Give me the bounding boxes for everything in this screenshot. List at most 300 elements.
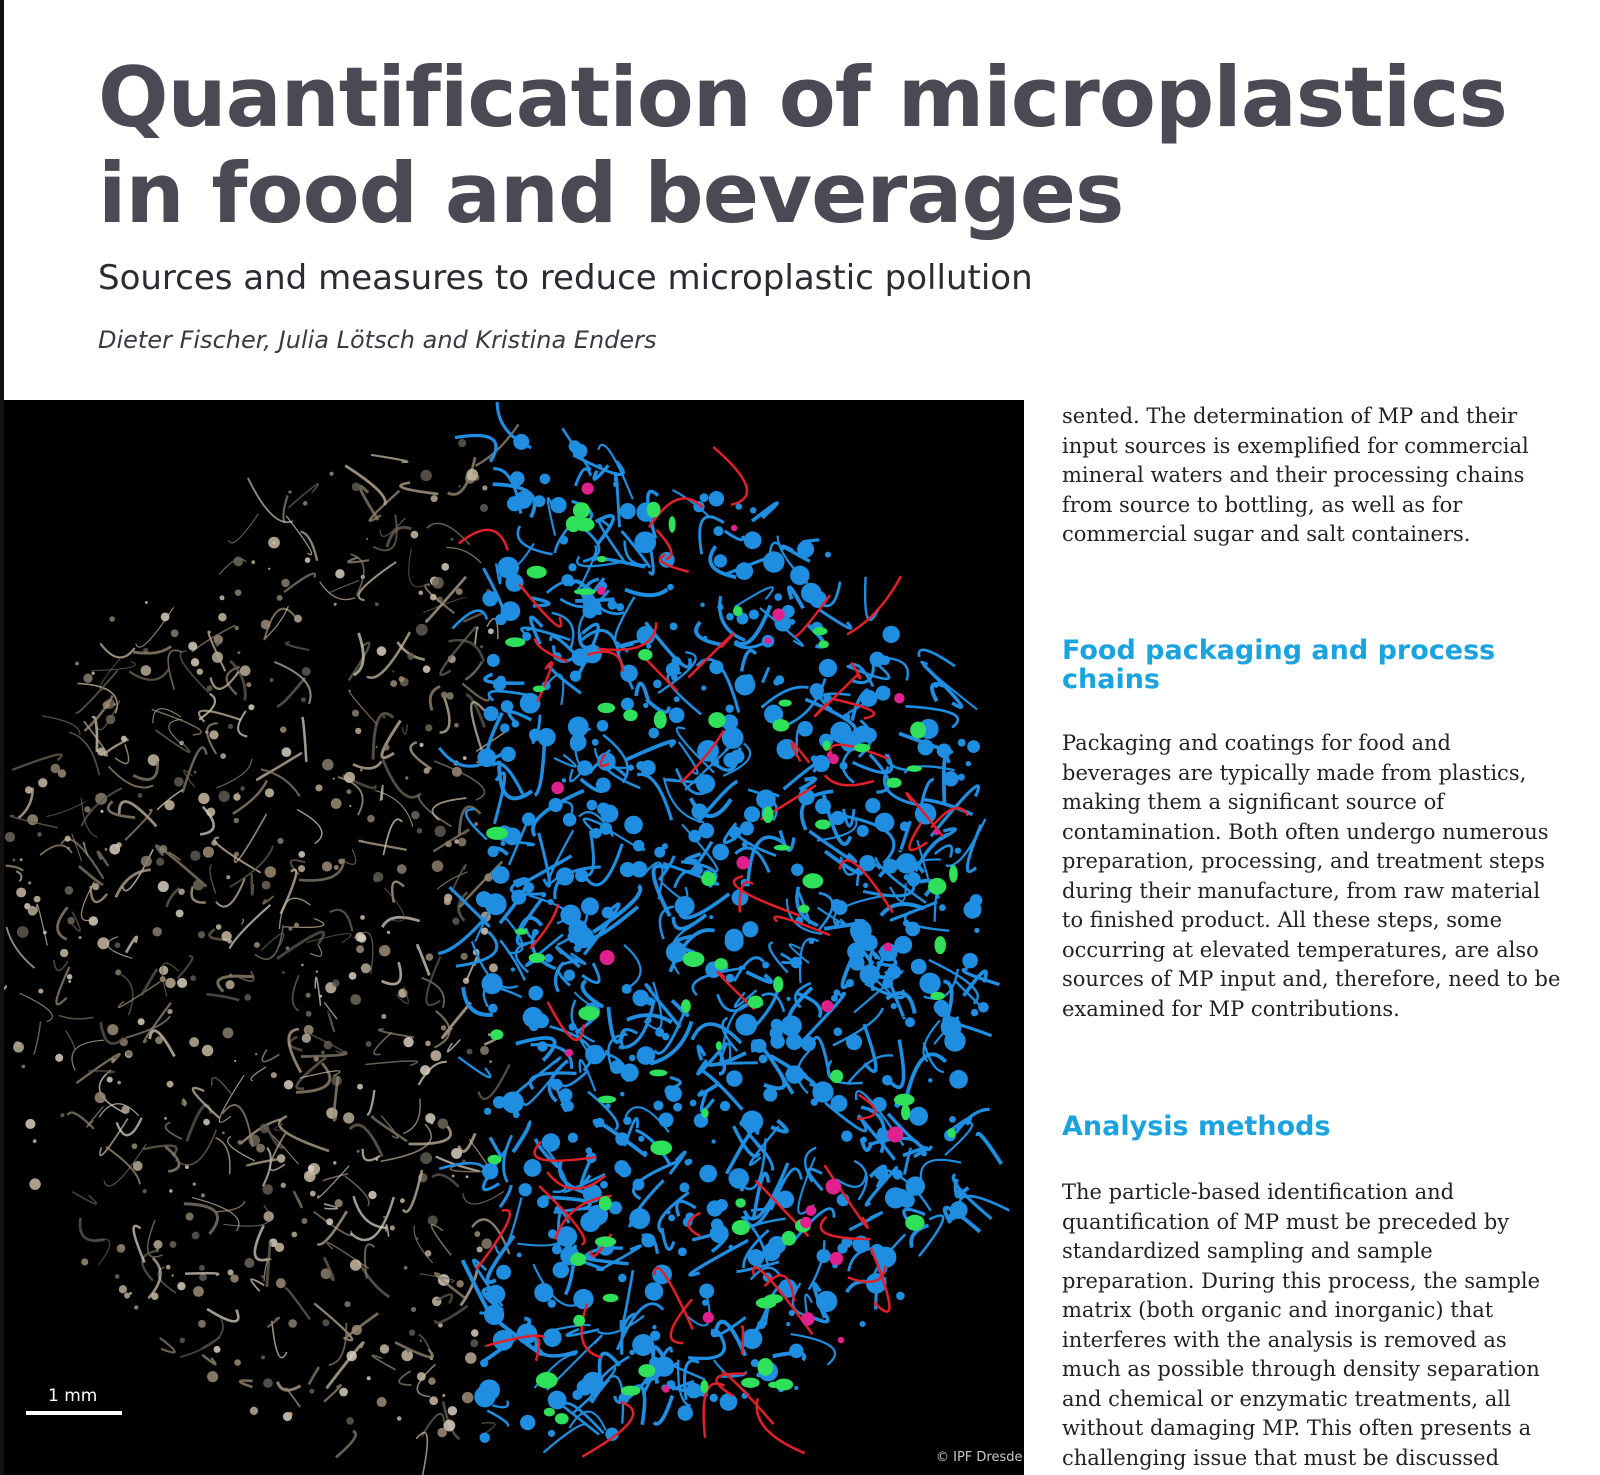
- magenta-particle: [597, 586, 606, 595]
- natural-particle: [170, 1241, 177, 1248]
- natural-fiber: [251, 1279, 264, 1291]
- natural-particle: [237, 1140, 242, 1145]
- natural-particle: [358, 934, 367, 943]
- article-subtitle: Sources and measures to reduce microplastic pollution: [98, 258, 1033, 298]
- natural-particle: [152, 927, 161, 936]
- blue-particle: [843, 713, 851, 721]
- blue-particle: [501, 752, 506, 757]
- blue-particle: [574, 945, 582, 953]
- natural-particle: [294, 615, 302, 623]
- green-particle: [947, 1128, 955, 1138]
- paragraph-intro-continued: sented. The determination of MP and their input sources is exemplified for commercial mineral waters and their processing chains from source to bottling, as well as for commercial sugar and salt containers.: [1062, 404, 1529, 546]
- natural-fiber: [56, 967, 69, 1004]
- blue-particle: [771, 1019, 783, 1031]
- natural-particle: [346, 789, 351, 794]
- natural-fiber: [387, 527, 411, 547]
- natural-particle: [227, 939, 232, 944]
- natural-particle: [171, 1274, 174, 1277]
- blue-fiber: [654, 1396, 672, 1424]
- blue-particle: [690, 1100, 697, 1107]
- blue-fiber: [495, 1198, 522, 1254]
- natural-particle: [380, 1344, 389, 1353]
- natural-particle: [197, 669, 203, 675]
- natural-particle: [484, 1345, 486, 1347]
- microplastics-figure: [4, 400, 1024, 1475]
- blue-particle: [905, 1017, 915, 1027]
- green-particle: [782, 1231, 797, 1246]
- natural-particle: [282, 971, 285, 974]
- natural-particle: [12, 859, 15, 862]
- natural-particle: [466, 469, 478, 481]
- natural-fiber: [54, 960, 68, 970]
- natural-particle: [456, 588, 463, 595]
- natural-particle: [115, 942, 121, 948]
- blue-particle: [652, 1325, 656, 1329]
- natural-particle: [420, 1065, 430, 1075]
- blue-particle: [629, 1350, 635, 1356]
- natural-fiber: [416, 1433, 427, 1475]
- blue-particle: [905, 922, 920, 937]
- natural-particle: [301, 697, 306, 702]
- natural-fiber: [440, 697, 450, 732]
- blue-particle: [653, 680, 662, 689]
- blue-fiber: [876, 1292, 877, 1309]
- blue-fiber: [771, 1120, 787, 1131]
- magenta-particle: [731, 525, 737, 531]
- blue-fiber: [554, 755, 576, 767]
- natural-particle: [294, 923, 299, 928]
- blue-particle: [707, 1200, 723, 1216]
- magenta-particle: [703, 1312, 714, 1323]
- natural-particle: [60, 949, 68, 957]
- natural-particle: [38, 989, 43, 994]
- natural-fiber: [432, 1175, 459, 1187]
- blue-particle: [896, 1292, 905, 1301]
- natural-fiber: [125, 810, 152, 840]
- blue-particle: [857, 825, 869, 837]
- blue-particle: [524, 1159, 542, 1177]
- natural-particle: [248, 704, 254, 710]
- magenta-particle: [600, 950, 615, 965]
- blue-particle: [876, 686, 891, 701]
- natural-fiber: [466, 954, 478, 980]
- natural-particle: [383, 715, 386, 718]
- natural-particle: [315, 784, 322, 791]
- natural-fiber: [309, 1368, 319, 1385]
- natural-particle: [203, 847, 214, 858]
- blue-particle: [794, 1386, 798, 1390]
- blue-particle: [623, 1116, 631, 1124]
- blue-particle: [801, 1036, 816, 1051]
- natural-particle: [28, 906, 38, 916]
- blue-particle: [786, 1034, 802, 1050]
- green-particle: [716, 1041, 722, 1050]
- natural-particle: [229, 974, 231, 976]
- natural-particle: [212, 652, 223, 663]
- natural-particle: [335, 569, 344, 578]
- natural-fiber: [99, 1070, 124, 1113]
- blue-fiber: [625, 741, 674, 760]
- natural-particle: [375, 746, 377, 748]
- natural-particle: [202, 1045, 214, 1057]
- natural-particle: [153, 1240, 162, 1249]
- natural-particle: [126, 1050, 132, 1056]
- natural-fiber: [344, 1313, 378, 1338]
- natural-fiber: [367, 632, 410, 678]
- green-particle: [621, 1386, 641, 1396]
- blue-particle: [487, 654, 500, 667]
- natural-particle: [25, 1119, 35, 1129]
- natural-particle: [403, 1037, 413, 1047]
- natural-particle: [89, 916, 98, 925]
- natural-fiber: [268, 1318, 279, 1327]
- green-particle: [536, 1372, 558, 1389]
- blue-particle: [726, 704, 734, 712]
- blue-particle: [958, 774, 965, 781]
- natural-fiber: [98, 852, 109, 866]
- natural-particle: [207, 1371, 218, 1382]
- natural-particle: [454, 839, 458, 843]
- natural-fiber: [34, 1021, 40, 1054]
- natural-fiber: [383, 819, 402, 855]
- natural-particle: [171, 629, 179, 637]
- blue-fiber: [696, 622, 724, 645]
- blue-particle: [790, 566, 809, 585]
- green-particle: [533, 685, 545, 692]
- natural-particle: [186, 1213, 194, 1221]
- green-particle: [735, 1198, 746, 1207]
- blue-fiber: [624, 945, 641, 990]
- natural-particle: [190, 975, 196, 981]
- natural-fiber: [293, 975, 299, 1010]
- blue-particle: [512, 720, 520, 728]
- natural-fiber: [67, 1113, 93, 1129]
- natural-particle: [276, 1278, 286, 1288]
- natural-particle: [43, 931, 47, 935]
- blue-particle: [587, 800, 598, 811]
- blue-particle: [586, 1147, 593, 1154]
- blue-particle: [673, 1103, 682, 1112]
- natural-particle: [286, 946, 290, 950]
- blue-fiber: [518, 526, 553, 554]
- blue-particle: [671, 657, 681, 667]
- blue-particle: [955, 847, 961, 853]
- blue-particle: [833, 989, 840, 996]
- blue-particle: [699, 1165, 717, 1183]
- blue-particle: [763, 1088, 777, 1102]
- natural-fiber: [117, 1118, 142, 1135]
- natural-particle: [133, 1161, 143, 1171]
- natural-fiber: [459, 1133, 475, 1151]
- natural-particle: [254, 942, 260, 948]
- natural-fiber: [141, 969, 157, 996]
- blue-particle: [887, 965, 901, 979]
- natural-particle: [474, 822, 478, 826]
- natural-fiber: [382, 917, 419, 927]
- natural-particle: [480, 1046, 489, 1055]
- blue-particle: [646, 644, 651, 649]
- natural-fiber: [199, 711, 241, 722]
- blue-particle: [537, 1196, 549, 1208]
- heading-analysis-methods: Analysis methods: [1062, 1111, 1331, 1142]
- natural-fiber: [440, 627, 476, 675]
- green-particle: [681, 999, 691, 1013]
- natural-particle: [176, 909, 184, 917]
- natural-particle: [463, 756, 467, 760]
- natural-particle: [282, 747, 292, 757]
- blue-particle: [909, 1107, 928, 1126]
- blue-particle: [948, 1212, 956, 1220]
- natural-particle: [301, 1218, 307, 1224]
- blue-particle: [740, 1187, 744, 1191]
- natural-particle: [308, 1165, 314, 1171]
- natural-particle: [190, 850, 200, 860]
- natural-fiber: [79, 866, 102, 884]
- natural-particle: [230, 1274, 238, 1282]
- natural-particle: [411, 531, 419, 539]
- natural-particle: [244, 1258, 254, 1268]
- natural-particle: [322, 1319, 329, 1326]
- article-title: Quantification of microplastics in food and beverages: [98, 49, 1507, 242]
- natural-particle: [488, 628, 494, 634]
- blue-particle: [813, 755, 830, 772]
- natural-particle: [75, 662, 79, 666]
- blue-particle: [501, 601, 521, 621]
- blue-particle: [620, 1092, 625, 1097]
- blue-fiber: [513, 1121, 529, 1152]
- natural-particle: [109, 844, 120, 855]
- natural-particle: [117, 1081, 121, 1085]
- natural-fiber: [267, 1243, 270, 1287]
- blue-particle: [485, 893, 507, 915]
- blue-particle: [791, 864, 803, 876]
- natural-particle: [366, 538, 368, 540]
- blue-particle: [966, 761, 971, 766]
- natural-particle: [280, 726, 287, 733]
- green-particle: [741, 1378, 760, 1388]
- natural-particle: [324, 1041, 333, 1050]
- blue-fiber: [490, 1137, 501, 1157]
- natural-particle: [390, 680, 397, 687]
- natural-particle: [456, 1280, 463, 1287]
- natural-particle: [429, 1396, 438, 1405]
- natural-particle: [261, 620, 271, 630]
- natural-fiber: [358, 1262, 389, 1297]
- magenta-particle: [887, 1127, 903, 1143]
- blue-particle: [643, 1151, 648, 1156]
- natural-fiber: [363, 1149, 380, 1161]
- blue-particle: [542, 1133, 560, 1151]
- natural-particle: [452, 918, 459, 925]
- natural-particle: [67, 974, 72, 979]
- natural-particle: [138, 793, 143, 798]
- natural-particle: [55, 1054, 63, 1062]
- blue-particle: [711, 1139, 715, 1143]
- natural-particle: [333, 778, 335, 780]
- blue-fiber: [487, 1411, 508, 1427]
- natural-particle: [303, 501, 308, 506]
- blue-particle: [815, 798, 831, 814]
- natural-particle: [331, 798, 342, 809]
- blue-particle: [874, 1166, 888, 1180]
- natural-particle: [425, 1041, 431, 1047]
- blue-particle: [900, 1193, 915, 1208]
- red-fiber: [757, 1398, 805, 1453]
- blue-particle: [645, 1282, 664, 1301]
- natural-fiber: [57, 907, 67, 939]
- blue-particle: [786, 1065, 804, 1083]
- natural-particle: [201, 1193, 205, 1197]
- natural-particle: [349, 972, 357, 980]
- blue-particle: [801, 583, 821, 603]
- natural-particle: [261, 1355, 265, 1359]
- natural-particle: [215, 642, 219, 646]
- natural-particle: [67, 847, 70, 850]
- natural-particle: [265, 866, 276, 877]
- natural-particle: [228, 724, 233, 729]
- blue-particle: [919, 973, 940, 994]
- blue-particle: [846, 1034, 862, 1050]
- natural-particle: [223, 1027, 234, 1038]
- blue-particle: [497, 557, 519, 579]
- natural-fiber: [134, 1226, 145, 1263]
- natural-particle: [16, 887, 26, 897]
- natural-fiber: [277, 678, 305, 707]
- natural-particle: [21, 1065, 25, 1069]
- natural-particle: [159, 966, 168, 975]
- blue-particle: [811, 1098, 819, 1106]
- magenta-particle: [772, 608, 784, 620]
- scale-bar: [26, 1411, 122, 1415]
- blue-fiber: [955, 1179, 968, 1193]
- natural-fiber: [216, 878, 245, 906]
- blue-particle: [749, 609, 759, 619]
- green-particle: [774, 845, 790, 851]
- natural-fiber: [238, 711, 247, 737]
- article-authors: Dieter Fischer, Julia Lötsch and Kristina Enders: [98, 326, 657, 354]
- blue-particle: [958, 739, 966, 747]
- natural-particle: [106, 715, 116, 725]
- blue-particle: [770, 1034, 785, 1049]
- blue-particle: [543, 1328, 562, 1347]
- natural-particle: [437, 1428, 447, 1438]
- blue-particle: [735, 1014, 757, 1036]
- natural-particle: [349, 805, 351, 807]
- natural-fiber: [247, 1159, 277, 1166]
- natural-particle: [262, 1184, 272, 1194]
- natural-particle: [237, 651, 240, 654]
- natural-particle: [298, 865, 305, 872]
- natural-particle: [233, 793, 240, 800]
- natural-fiber: [418, 795, 451, 827]
- natural-fiber: [353, 761, 381, 768]
- natural-particle: [167, 1081, 174, 1088]
- blue-particle: [678, 1405, 693, 1420]
- natural-particle: [211, 840, 217, 846]
- natural-particle: [203, 1119, 210, 1126]
- blue-particle: [688, 830, 701, 843]
- natural-fiber: [180, 651, 208, 693]
- blue-particle: [564, 970, 575, 981]
- natural-particle: [482, 485, 487, 490]
- blue-fiber: [535, 746, 544, 796]
- blue-fiber: [762, 668, 768, 682]
- natural-particle: [260, 1124, 270, 1134]
- natural-particle: [399, 676, 405, 682]
- natural-fiber: [302, 717, 306, 762]
- natural-particle: [417, 828, 423, 834]
- blue-particle: [674, 696, 680, 702]
- blue-particle: [700, 493, 709, 502]
- blue-particle: [941, 1017, 962, 1038]
- green-particle: [762, 806, 773, 823]
- blue-particle: [840, 762, 848, 770]
- green-particle: [813, 627, 828, 635]
- natural-fiber: [371, 455, 408, 462]
- blue-particle: [570, 737, 584, 751]
- natural-fiber: [475, 627, 478, 645]
- natural-particle: [304, 1170, 316, 1182]
- natural-fiber: [61, 839, 103, 879]
- blue-particle: [568, 563, 576, 571]
- blue-particle: [726, 613, 734, 621]
- natural-particle: [268, 568, 270, 570]
- green-particle: [949, 865, 958, 883]
- natural-fiber: [150, 1031, 175, 1057]
- natural-particle: [322, 861, 332, 871]
- natural-fiber: [241, 919, 243, 924]
- natural-fiber: [160, 1338, 175, 1353]
- natural-particle: [314, 1057, 319, 1062]
- natural-particle: [420, 1152, 432, 1164]
- blue-particle: [710, 1394, 718, 1402]
- natural-particle: [467, 1049, 473, 1055]
- natural-particle: [360, 915, 365, 920]
- blue-fiber: [921, 1160, 961, 1181]
- natural-fiber: [462, 683, 489, 700]
- blue-particle: [878, 949, 883, 954]
- green-particle: [573, 1315, 585, 1327]
- blue-particle: [667, 584, 673, 590]
- blue-fiber: [458, 1057, 490, 1077]
- natural-particle: [383, 1216, 385, 1218]
- natural-particle: [392, 670, 394, 672]
- natural-particle: [334, 865, 339, 870]
- green-particle: [905, 1215, 924, 1231]
- blue-particle: [552, 1245, 562, 1255]
- natural-particle: [305, 557, 311, 563]
- green-particle: [886, 778, 901, 788]
- natural-particle: [191, 658, 199, 666]
- natural-particle: [132, 1143, 138, 1149]
- blue-particle: [774, 593, 782, 601]
- magenta-particle: [806, 1205, 817, 1216]
- natural-particle: [321, 1051, 325, 1055]
- blue-particle: [762, 962, 769, 969]
- blue-fiber: [819, 893, 833, 930]
- natural-particle: [214, 1346, 221, 1353]
- natural-fiber: [310, 944, 321, 956]
- blue-particle: [962, 953, 978, 969]
- natural-fiber: [136, 607, 174, 647]
- blue-fiber: [978, 1134, 1002, 1164]
- natural-fiber: [330, 910, 353, 931]
- natural-particle: [288, 490, 291, 493]
- natural-fiber: [448, 1039, 461, 1051]
- magenta-particle: [821, 1000, 833, 1012]
- blue-fiber: [504, 1135, 512, 1182]
- green-particle: [733, 606, 743, 616]
